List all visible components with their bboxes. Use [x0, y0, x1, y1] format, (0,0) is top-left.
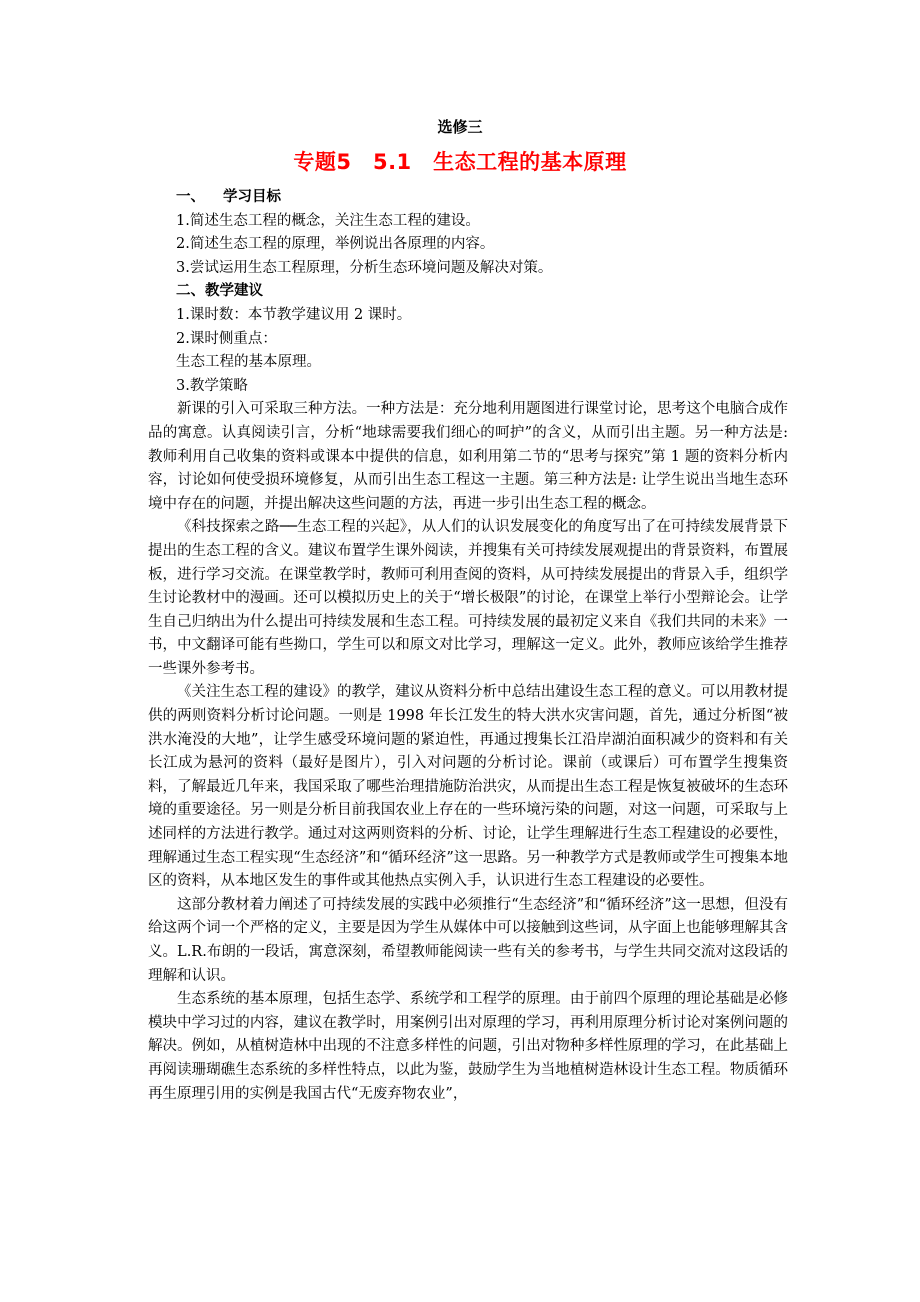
document-supertitle: 选修三: [437, 118, 483, 136]
body-paragraph: 《科技探索之路──生态工程的兴起》，从人们的认识发展变化的角度写出了在可持续发展背景下提出的生态工程的含义。建议布置学生课外阅读，并搜集有关可持续发展观提出的背景资料，布置展板，进行学习交流。在课堂教学时，教师可利用查阅的资料，从可持续发展提出的背景入手，组织学生讨论教材中的漫画。还可以模拟历史上的关于“增长极限”的讨论，在课堂上举行小型辩论会。让学生自己归纳出为什么提出可持续发展和生态工程。可持续发展的最初定义来自《我们共同的未来》一书，中文翻译可能有些拗口，学生可以和原文对比学习，理解这一定义。此外，教师应该给学生推荐一些课外参考书。: [148, 519, 788, 677]
body-paragraph: 《关注生态工程的建设》的教学，建议从资料分析中总结出建设生态工程的意义。可以用教材提供的两则资料分析讨论问题。一则是 1998 年长江发生的特大洪水灾害问题，首先，通过分析图“被洪水淹没的大地”，让学生感受环境问题的紧迫性，再通过搜集长江沿岸湖泊面积减少的资料和有关长江成为悬河的资料（最好是图片），引入对问题的分析讨论。课前（或课后）可布置学生搜集资料，了解最近几年来，我国采取了哪些治理措施防治洪灾，从而提出生态工程是恢复被破坏的生态环境的重要途径。另一则是分析目前我国农业上存在的一些环境污染的问题，对这一问题，可采取与上述同样的方法进行教学。通过对这两则资料的分析、讨论，让学生理解进行生态工程建设的必要性，理解通过生态工程实现“生态经济”和“循环经济”这一思路。另一种教学方式是教师或学生可搜集本地区的资料，从本地区发生的事件或其他热点实例入手，认识进行生态工程建设的必要性。: [148, 684, 788, 890]
suggestion-item: 生态工程的基本原理。: [176, 354, 321, 371]
body-paragraph: 生态系统的基本原理，包括生态学、系统学和工程学的原理。由于前四个原理的理论基础是必修模块中学习过的内容，建议在教学时，用案例引出对原理的学习，再利用原理分析讨论对案例问题的解决。例如，从植树造林中出现的不注意多样性的问题，引出对物种多样性原理的学习，在此基础上再阅读珊瑚礁生态系统的多样性特点，以此为鉴，鼓励学生为当地植树造林设计生态工程。物质循环再生原理引用的实例是我国古代“无废弃物农业”，: [148, 991, 788, 1102]
section-heading-number: 一、: [176, 189, 205, 205]
document-title: 专题5 5.1 生态工程的基本原理: [293, 150, 627, 174]
document-body: [148, 186, 788, 1106]
body-paragraph: 新课的引入可采取三种方法。一种方法是：充分地利用题图进行课堂讨论，思考这个电脑合成作品的寓意。认真阅读引言，分析“地球需要我们细心的呵护”的含义，从而引出主题。另一种方法是: 教师利用自己收集的资料或课本中提供的信息，如利用第二节的“思考与探究”第 1 题的资料分析内容，讨论如何使受损环境修复，从而引出生态工程这一主题。第三种方法是: 让学生说出当地生态环境中存在的问题，并提出解决这些问题的方法，再进一步引出生态工程的概念。: [148, 401, 788, 512]
section-heading-suggestions: 二、教学建议: [176, 283, 263, 300]
suggestion-item: 2.课时侧重点：: [176, 330, 277, 347]
objective-item: 3.尝试运用生态工程原理，分析生态环境问题及解决对策。: [176, 259, 553, 276]
suggestion-item: 1.课时数：本节教学建议用 2 课时。: [176, 306, 412, 323]
section-heading-text: 学习目标: [223, 189, 281, 205]
section-heading-objectives: [148, 186, 788, 210]
suggestion-item: 3.教学策略: [176, 377, 248, 394]
objective-item: 2.简述生态工程的原理，举例说出各原理的内容。: [176, 236, 495, 253]
objective-item: 1.简述生态工程的概念，关注生态工程的建设。: [176, 212, 480, 229]
body-paragraph: 这部分教材着力阐述了可持续发展的实践中必须推行“生态经济”和“循环经济”这一思想，但没有给这两个词一个严格的定义，主要是因为学生从媒体中可以接触到这些词，从字面上也能够理解其含义。L.R.布朗的一段话，寓意深刻，希望教师能阅读一些有关的参考书，与学生共同交流对这段话的理解和认识。: [148, 896, 788, 984]
